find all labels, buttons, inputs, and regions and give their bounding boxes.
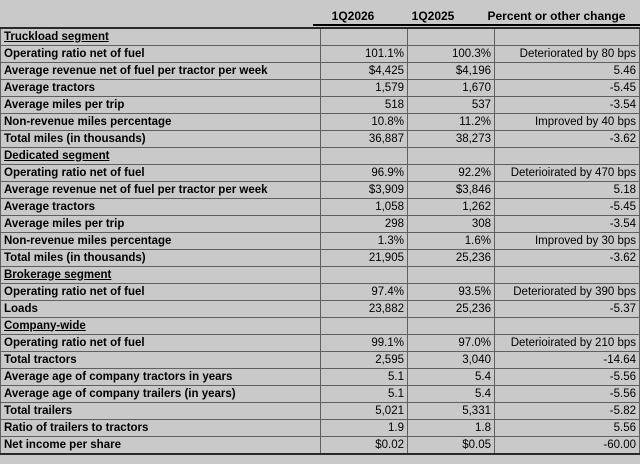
metric-name-cell: Average revenue net of fuel per tractor per week	[1, 182, 321, 199]
table-header-row	[0, 0, 640, 27]
metric-name-cell: Total miles (in thousands)	[1, 131, 321, 148]
table-section-row	[1, 148, 640, 165]
value-cell-current-period: 23,882	[321, 301, 408, 318]
value-cell-change	[495, 267, 640, 284]
value-cell-current-period: 1,058	[321, 199, 408, 216]
table-row	[1, 403, 640, 420]
table-row	[1, 199, 640, 216]
metric-name-cell: Average tractors	[1, 80, 321, 97]
metric-name-cell: Non-revenue miles percentage	[1, 114, 321, 131]
value-cell-current-period	[321, 267, 408, 284]
section-heading-cell	[1, 267, 321, 284]
value-cell-prior-period: 308	[408, 216, 495, 233]
value-cell-change: 5.56	[495, 420, 640, 437]
metric-name-cell: Average miles per trip	[1, 216, 321, 233]
value-cell-prior-period: 1,670	[408, 80, 495, 97]
value-cell-current-period: 96.9%	[321, 165, 408, 182]
value-cell-change	[495, 148, 640, 165]
value-cell-change: 5.46	[495, 63, 640, 80]
value-cell-change: Improved by 40 bps	[495, 114, 640, 131]
metric-name-cell: Non-revenue miles percentage	[1, 233, 321, 250]
value-cell-prior-period: $3,846	[408, 182, 495, 199]
metric-name-cell: Operating ratio net of fuel	[1, 335, 321, 352]
value-cell-prior-period: 1.6%	[408, 233, 495, 250]
value-cell-change: Deteriorated by 80 bps	[495, 46, 640, 63]
table-section-row	[1, 318, 640, 335]
value-cell-current-period	[321, 28, 408, 46]
table-section-row	[1, 267, 640, 284]
value-cell-current-period: 99.1%	[321, 335, 408, 352]
value-cell-current-period: 518	[321, 97, 408, 114]
value-cell-change	[495, 318, 640, 335]
section-heading-cell	[1, 318, 321, 335]
metric-name-cell: Ratio of trailers to tractors	[1, 420, 321, 437]
value-cell-current-period: 101.1%	[321, 46, 408, 63]
value-cell-prior-period: 25,236	[408, 250, 495, 267]
value-cell-current-period: $4,425	[321, 63, 408, 80]
value-cell-prior-period: 93.5%	[408, 284, 495, 301]
value-cell-change: -5.56	[495, 369, 640, 386]
table-row	[1, 369, 640, 386]
value-cell-prior-period: 92.2%	[408, 165, 495, 182]
metric-name-cell: Average age of company tractors in years	[1, 369, 321, 386]
value-cell-change: -60.00	[495, 437, 640, 455]
metric-name-cell: Operating ratio net of fuel	[1, 46, 321, 63]
value-cell-change: -3.54	[495, 97, 640, 114]
value-cell-current-period	[321, 148, 408, 165]
metric-name-cell: Net income per share	[1, 437, 321, 455]
value-cell-prior-period	[408, 28, 495, 46]
value-cell-current-period: 97.4%	[321, 284, 408, 301]
table-row	[1, 250, 640, 267]
value-cell-current-period: 298	[321, 216, 408, 233]
value-cell-prior-period	[408, 267, 495, 284]
value-cell-change: -3.62	[495, 131, 640, 148]
value-cell-current-period: 21,905	[321, 250, 408, 267]
value-cell-current-period: 5.1	[321, 386, 408, 403]
value-cell-prior-period: 5.4	[408, 386, 495, 403]
table-row	[1, 182, 640, 199]
table-row	[1, 114, 640, 131]
value-cell-prior-period: 25,236	[408, 301, 495, 318]
value-cell-current-period: 10.8%	[321, 114, 408, 131]
value-cell-prior-period: 100.3%	[408, 46, 495, 63]
metric-name-cell: Loads	[1, 301, 321, 318]
value-cell-prior-period: $0.05	[408, 437, 495, 455]
value-cell-change: -3.54	[495, 216, 640, 233]
value-cell-change: -5.37	[495, 301, 640, 318]
value-cell-prior-period: 97.0%	[408, 335, 495, 352]
table-row	[1, 420, 640, 437]
metrics-table	[0, 27, 640, 455]
value-cell-current-period: 1,579	[321, 80, 408, 97]
value-cell-current-period: 36,887	[321, 131, 408, 148]
table-row	[1, 301, 640, 318]
value-cell-prior-period: 1,262	[408, 199, 495, 216]
metric-name-cell: Total trailers	[1, 403, 321, 420]
metric-name-cell: Total miles (in thousands)	[1, 250, 321, 267]
table-row	[1, 335, 640, 352]
value-cell-current-period: 5.1	[321, 369, 408, 386]
value-cell-change: 5.18	[495, 182, 640, 199]
table-row	[1, 352, 640, 369]
table-row	[1, 46, 640, 63]
value-cell-change: Deterioirated by 210 bps	[495, 335, 640, 352]
value-cell-prior-period: 537	[408, 97, 495, 114]
value-cell-change: -14.64	[495, 352, 640, 369]
value-cell-prior-period: 38,273	[408, 131, 495, 148]
value-cell-change: -3.62	[495, 250, 640, 267]
metric-name-cell: Average revenue net of fuel per tractor per week	[1, 63, 321, 80]
value-cell-current-period: $0.02	[321, 437, 408, 455]
section-heading-text: Truckload segment	[4, 30, 109, 43]
value-cell-prior-period: 11.2%	[408, 114, 495, 131]
metric-name-cell: Operating ratio net of fuel	[1, 284, 321, 301]
value-cell-current-period: 1.9	[321, 420, 408, 437]
metric-name-cell: Average miles per trip	[1, 97, 321, 114]
value-cell-change: -5.82	[495, 403, 640, 420]
table-row	[1, 165, 640, 182]
header-column-prior-period: 1Q2025	[393, 10, 473, 26]
metric-name-cell: Average tractors	[1, 199, 321, 216]
value-cell-current-period: $3,909	[321, 182, 408, 199]
section-heading-cell	[1, 28, 321, 46]
value-cell-change: Improved by 30 bps	[495, 233, 640, 250]
value-cell-change: -5.56	[495, 386, 640, 403]
metric-name-cell: Total tractors	[1, 352, 321, 369]
section-heading-cell	[1, 148, 321, 165]
section-heading-text: Dedicated segment	[4, 149, 110, 162]
metric-name-cell: Average age of company trailers (in years)	[1, 386, 321, 403]
value-cell-current-period: 5,021	[321, 403, 408, 420]
header-column-change: Percent or other change	[473, 10, 640, 26]
value-cell-change: -5.45	[495, 80, 640, 97]
value-cell-current-period: 2,595	[321, 352, 408, 369]
table-row	[1, 80, 640, 97]
table-row	[1, 97, 640, 114]
value-cell-prior-period: 3,040	[408, 352, 495, 369]
header-column-current-period: 1Q2026	[313, 10, 393, 26]
metric-name-cell: Operating ratio net of fuel	[1, 165, 321, 182]
value-cell-change: Deteriorated by 390 bps	[495, 284, 640, 301]
value-cell-prior-period: 1.8	[408, 420, 495, 437]
value-cell-change: Deterioirated by 470 bps	[495, 165, 640, 182]
value-cell-change: -5.45	[495, 199, 640, 216]
table-row	[1, 216, 640, 233]
section-heading-text: Company-wide	[4, 319, 86, 332]
value-cell-current-period	[321, 318, 408, 335]
value-cell-prior-period	[408, 318, 495, 335]
table-section-row	[1, 28, 640, 46]
section-heading-text: Brokerage segment	[4, 268, 112, 281]
table-row	[1, 63, 640, 80]
table-row	[1, 437, 640, 455]
value-cell-prior-period: 5.4	[408, 369, 495, 386]
table-row	[1, 386, 640, 403]
value-cell-prior-period: 5,331	[408, 403, 495, 420]
table-row	[1, 233, 640, 250]
value-cell-change	[495, 28, 640, 46]
table-row	[1, 284, 640, 301]
value-cell-prior-period: $4,196	[408, 63, 495, 80]
value-cell-current-period: 1.3%	[321, 233, 408, 250]
value-cell-prior-period	[408, 148, 495, 165]
table-row	[1, 131, 640, 148]
